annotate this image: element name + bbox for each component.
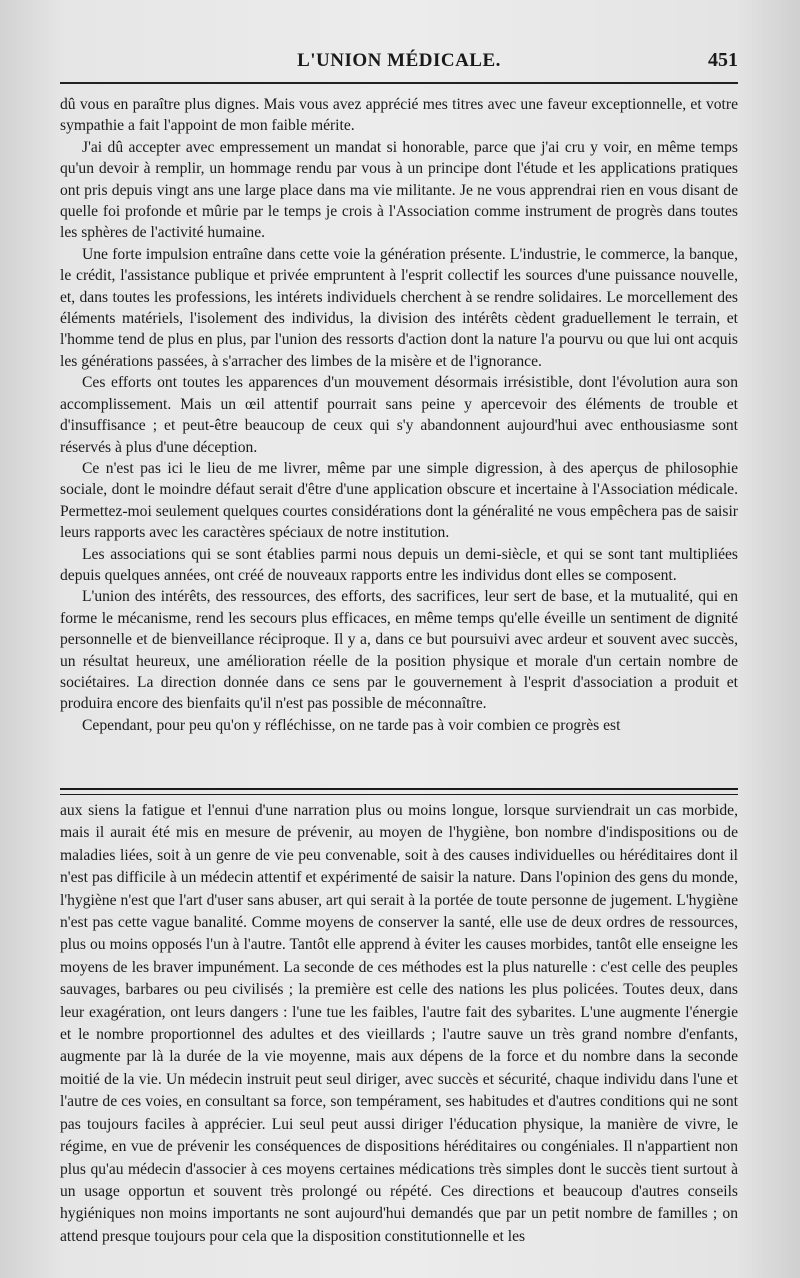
article-paragraph: Ce n'est pas ici le lieu de me livrer, même par une simple digression, à des aperçus de philosophie sociale, dont le moindre défaut serait d'être d'une application obscure et incertaine à l'Association médicale. Permettez-moi seulement quelques courtes considérations dont la généralité ne vous empêchera pas de saisir leurs rapports avec les caractères spéciaux de notre institution. [60,459,738,542]
article-paragraph: Une forte impulsion entraîne dans cette voie la génération présente. L'industrie, le commerce, la banque, le crédit, l'assistance publique et privée empruntent à l'esprit collectif les sources d'une puissance nouvelle, et, dans toutes les professions, les intérets individuels cherchent à se rendre solidaires. Le morcellement des éléments matériels, l'isolement des individus, la division des intérêts cèdent graduellement le terrain, et l'homme tend de plus en plus, par l'union des ressorts d'action dont la nature l'a pourvu ou que lui ont acquis les générations passées, à s'arracher des limbes de la misère et de l'ignorance. [60,245,738,370]
article-paragraph: J'ai dû accepter avec empressement un mandat si honorable, parce que j'ai cru y voir, en même temps qu'un devoir à remplir, un hommage rendu par vous à un principe dont l'étude et les applications pratiques ont pris depuis vingt ans une large place dans ma vie militante. Je ne vous apprendrai rien en vous disant de quelle foi profonde et mûrie par le temps je crois à l'Association comme instrument de progrès dans toutes les sphères de l'activité humaine. [60,138,738,242]
header-rule [60,82,738,84]
article-body [60,94,738,736]
page-header [60,46,738,80]
article-paragraph: dû vous en paraître plus dignes. Mais vous avez apprécié mes titres avec une faveur exceptionnelle, et votre sympathie a fait l'appoint de mon faible mérite. [60,96,738,135]
article-paragraph: Ces efforts ont toutes les apparences d'un mouvement désormais irrésistible, dont l'évolution aura son accomplissement. Mais un œil attentif pourrait sans peine y apercevoir des éléments de trouble et d'insuffisance ; et peut-être beaucoup de ceux qui s'y abandonnent aujourd'hui avec enthousiasme sont réservés à plus d'une déception. [60,374,738,456]
article-paragraph: Cependant, pour peu qu'on y réfléchisse, on ne tarde pas à voir combien ce progrès est [82,716,621,734]
feuilleton-divider [60,788,738,795]
article-paragraph: Les associations qui se sont établies parmi nous depuis un demi-siècle, et qui se sont tant multipliées depuis quelques années, ont créé de nouveaux rapports entre les individus dont elles se composent. [60,545,738,584]
article-paragraph: L'union des intérêts, des ressources, des efforts, des sacrifices, leur sert de base, et la mutualité, qui en forme le mécanisme, rend les secours plus efficaces, en même temps qu'elle éveille un sentiment de dignité personnelle et de bienveillance réciproque. Il y a, dans ce but poursuivi avec ardeur et souvent avec succès, un résultat heureux, une amélioration réelle de la position physique et morale d'un certain nombre de sociétaires. La direction donnée dans ce sens par le gouvernement à l'esprit d'association a produit et produira encore des bienfaits qu'il n'est pas possible de méconnaître. [60,588,738,713]
page-number: 451 [708,49,738,71]
running-title: L'UNION MÉDICALE. [297,50,501,71]
feuilleton-body [60,800,738,1248]
feuilleton-paragraph: aux siens la fatigue et l'ennui d'une narration plus ou moins longue, lorsque surviendrait un cas morbide, mais il aurait été mis en mesure de prévenir, au moyen de l'hygiène, bon nombre d'indispositions ou de maladies liées, soit à un genre de vie peu convenable, soit à des causes individuelles ou héréditaires dont il n'est pas difficile à un médecin attentif et expérimenté de saisir la nature. Dans l'opinion des gens du monde, l'hygiène n'est que l'art d'user sans abuser, art qui serait à la portée de toute personne de jugement. L'hygiène n'est pas cette vague banalité. Comme moyens de conserver la santé, elle use de deux ordres de ressources, plus ou moins opposés l'un à l'autre. Tantôt elle apprend à éviter les causes morbides, tantôt elle enseigne les moyens de les braver impunément. La seconde de ces méthodes est la plus naturelle : c'est celle des peuples sauvages, barbares ou peu civilisés ; la première est celle des nations les plus policées. Toutes deux, dans leur exagération, ont leurs dangers : l'une tue les faibles, l'autre fait des sybarites. L'une augmente l'énergie et le nombre proportionnel des adultes et des vieillards ; l'autre sauve un très grand nombre d'enfants, augmente par là la durée de la vie moyenne, mais aux dépens de la force et du nombre dans la seconde moitié de la vie. Un médecin instruit peut seul diriger, avec succès et sécurité, chaque individu dans l'une et l'autre de ces voies, en consultant sa force, son tempérament, ses habitudes et d'autres conditions qui ne sont pas toujours faciles à apprécier. Lui seul peut aussi diriger l'éducation physique, la manière de vivre, le régime, en vue de prévenir les conséquences de dispositions héréditaires ou congéniales. Il n'appartient non plus qu'au médecin d'associer à ces moyens certaines médications très simples dont le succès tient surtout à un usage opportun et souvent très prolongé ou répété. Ces directions et beaucoup d'autres conseils hygiéniques non moins importants ne sont aujourd'hui demandés que par un petit nombre de familles ; on attend presque toujours pour cela que la disposition constitutionnelle et les [60,802,738,1245]
